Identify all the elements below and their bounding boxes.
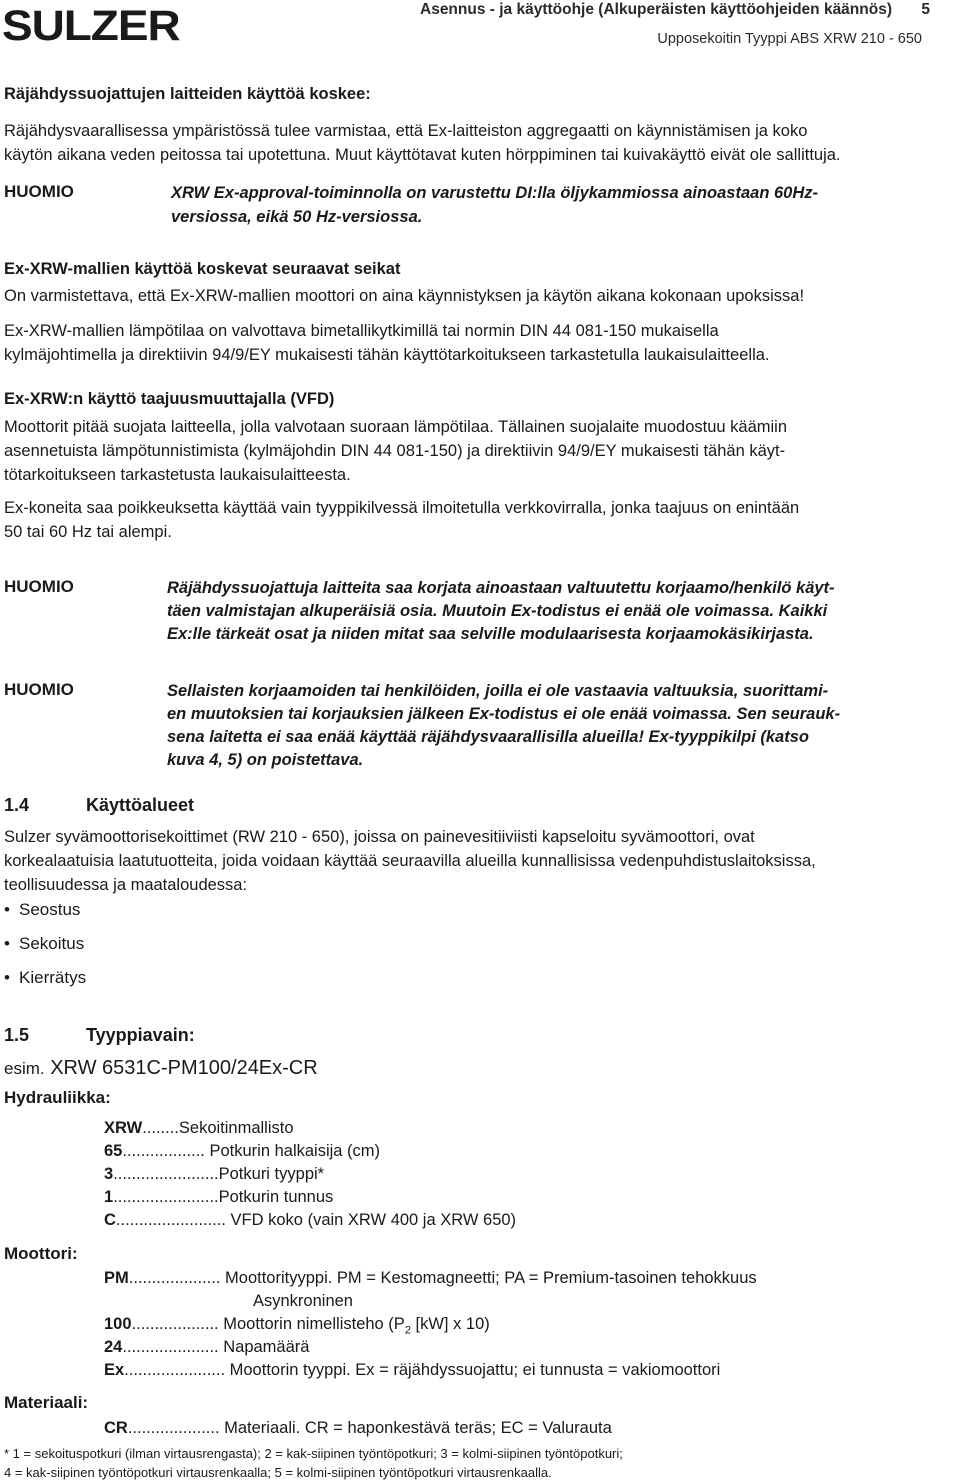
paragraph-line: Ex-XRW-mallien lämpötilaa on valvottava bimetallikytkimillä tai normin DIN 44 081-150 mukaisella bbox=[4, 322, 719, 340]
note-text-line: Räjähdyssuojattuja laitteita saa korjata ainoastaan valtuutettu korjaamo/henkilö käyt- bbox=[167, 579, 835, 597]
page-number: 5 bbox=[921, 1, 930, 18]
note-text-line: Ex:lle tärkeät osat ja niiden mitat saa selville modulaarisesta korjaamokäsikirjasta. bbox=[167, 625, 814, 643]
example-prefix: esim. bbox=[4, 1059, 45, 1078]
paragraph-line: Sulzer syvämoottorisekoittimet (RW 210 - 650), joissa on painevesitiiviisti kapseloitu syvämoottori, ovat bbox=[4, 828, 755, 846]
document-title: Asennus - ja käyttöohje (Alkuperäisten käyttöohjeiden käännös) bbox=[420, 1, 892, 18]
note-text-line: XRW Ex-approval-toiminnolla on varustettu DI:lla öljykammiossa ainoastaan 60Hz- bbox=[171, 184, 819, 202]
list-item-text: Seostus bbox=[19, 900, 81, 919]
section-number: 1.4 bbox=[4, 795, 30, 815]
section-number: 1.5 bbox=[4, 1025, 30, 1045]
paragraph-line: teollisuudessa ja maataloudessa: bbox=[4, 876, 248, 894]
example-code: XRW 6531C-PM100/24Ex-CR bbox=[50, 1057, 318, 1079]
note-label: HUOMIO bbox=[4, 680, 74, 699]
paragraph-line: käytön aikana veden peitossa tai upotettuna. Muut käyttötavat kuten hörppiminen tai kuivakäyttö eivät ole sallittuja. bbox=[4, 146, 841, 164]
paragraph-line: Räjähdysvaarallisessa ympäristössä tulee varmistaa, että Ex-laitteiston aggregaatti on käynnistämisen ja koko bbox=[4, 122, 808, 140]
list-item-text: Sekoitus bbox=[19, 934, 85, 953]
key-row: 100................... Moottorin nimellisteho ($P_2$ [kW] x 10) bbox=[104, 1315, 490, 1337]
paragraph-line: korkealaatuisia laatutuotteita, joida voidaan käyttää seuraavilla alueilla kunnallisissa vedenpuhdistuslaitoksissa, bbox=[4, 852, 816, 870]
heading-explosion-proof: Räjähdyssuojattujen laitteiden käyttöä koskee: bbox=[4, 85, 371, 103]
list-item: • Kierrätys bbox=[4, 968, 87, 987]
key-row: Ex...................... Moottorin tyyppi. Ex = räjähdyssuojattu; ei tunnusta = vakiomoottori bbox=[104, 1361, 721, 1379]
note-text-line: en muutoksien tai korjauksien jälkeen Ex-todistus ei ole enää voimassa. Sen seurauk- bbox=[167, 705, 841, 723]
paragraph-line: 50 tai 60 Hz tai alempi. bbox=[4, 523, 172, 541]
key-row: PM.................... Moottorityyppi. PM = Kestomagneetti; PA = Premium-tasoinen tehokkuus bbox=[104, 1269, 757, 1287]
note-text-line: sena laitetta ei saa enää käyttää räjähdysvaarallisilla alueilla! Ex-tyyppikilpi (katso bbox=[167, 728, 809, 746]
key-row: 65.................. Potkurin halkaisija (cm) bbox=[104, 1142, 381, 1160]
note-text-line: kuva 4, 5) on poistettava. bbox=[167, 751, 364, 769]
list-item: • Sekoitus bbox=[4, 934, 85, 953]
list-item-text: Kierrätys bbox=[19, 968, 87, 987]
section-title: Käyttöalueet bbox=[86, 795, 195, 815]
group-label-motor: Moottori: bbox=[4, 1244, 78, 1263]
paragraph-line: On varmistettava, että Ex-XRW-mallien moottori on aina käynnistyksen ja käytön aikana kokonaan upoksissa! bbox=[4, 287, 805, 305]
section-heading-1-5 bbox=[4, 1025, 195, 1046]
section-heading-1-4 bbox=[4, 795, 194, 816]
note-label: HUOMIO bbox=[4, 577, 74, 596]
section-title: Tyyppiavain: bbox=[86, 1025, 195, 1045]
key-row: C........................ VFD koko (vain XRW 400 ja XRW 650) bbox=[104, 1211, 517, 1229]
key-row: 24..................... Napamäärä bbox=[104, 1338, 310, 1356]
heading-ex-xrw: Ex-XRW-mallien käyttöä koskevat seuraavat seikat bbox=[4, 260, 401, 278]
paragraph-line: Moottorit pitää suojata laitteella, jolla valvotaan suoraan lämpötilaa. Tällainen suojalaite muodostuu käämiin bbox=[4, 418, 787, 436]
subscript: 2 bbox=[404, 1324, 411, 1337]
note-text-line: versiossa, eikä 50 Hz-versiossa. bbox=[171, 208, 423, 226]
key-row: 3.......................Potkuri tyyppi* bbox=[104, 1165, 325, 1183]
paragraph-line: Ex-koneita saa poikkeuksetta käyttää vain tyyppikilvessä ilmoitetulla verkkovirralla, jonka taajuus on enintään bbox=[4, 499, 800, 517]
key-row-continuation: Asynkroninen bbox=[253, 1292, 353, 1310]
key-row: CR.................... Materiaali. CR = haponkestävä teräs; EC = Valurauta bbox=[104, 1419, 612, 1437]
group-label-hydraulics: Hydrauliikka: bbox=[4, 1088, 111, 1107]
document-subtitle: Upposekoitin Tyyppi ABS XRW 210 - 650 bbox=[657, 31, 922, 47]
type-key-example bbox=[4, 1057, 318, 1080]
sulzer-logo: SULZER bbox=[2, 2, 180, 50]
paragraph-line: tötarkoitukseen tarkastetusta laukaisulaitteesta. bbox=[4, 466, 351, 484]
note-text-line: Sellaisten korjaamoiden tai henkilöiden, joilla ei ole vastaavia valtuuksia, suorittami- bbox=[167, 682, 829, 700]
paragraph-line: kylmäjohtimella ja direktiivin 94/9/EY mukaisesti tähän käyttötarkoitukseen tarkastetulla laukaisulaitteella. bbox=[4, 346, 770, 364]
note-text-line: täen valmistajan alkuperäisiä osia. Muutoin Ex-todistus ei enää ole voimassa. Kaikki bbox=[167, 602, 828, 620]
list-item: • Seostus bbox=[4, 900, 81, 919]
note-label: HUOMIO bbox=[4, 182, 74, 201]
key-row: XRW........Sekoitinmallisto bbox=[104, 1119, 294, 1137]
heading-vfd: Ex-XRW:n käyttö taajuusmuuttajalla (VFD) bbox=[4, 390, 335, 408]
key-row: 1.......................Potkurin tunnus bbox=[104, 1188, 334, 1206]
group-label-material: Materiaali: bbox=[4, 1393, 89, 1412]
footnote-line: * 1 = sekoituspotkuri (ilman virtausrengasta); 2 = kak-siipinen työntöpotkuri; 3 = kolmi-siipinen työntöpotkuri; bbox=[4, 1446, 623, 1461]
footnote-line: 4 = kak-siipinen työntöpotkuri virtausrenkaalla; 5 = kolmi-siipinen työntöpotkuri virtausrenkaalla. bbox=[4, 1465, 552, 1480]
paragraph-line: asennetuista lämpötunnistimista (kylmäjohdin DIN 44 081-150) ja direktiivin 94/9/EY mukaisesti tähän käyt- bbox=[4, 442, 786, 460]
